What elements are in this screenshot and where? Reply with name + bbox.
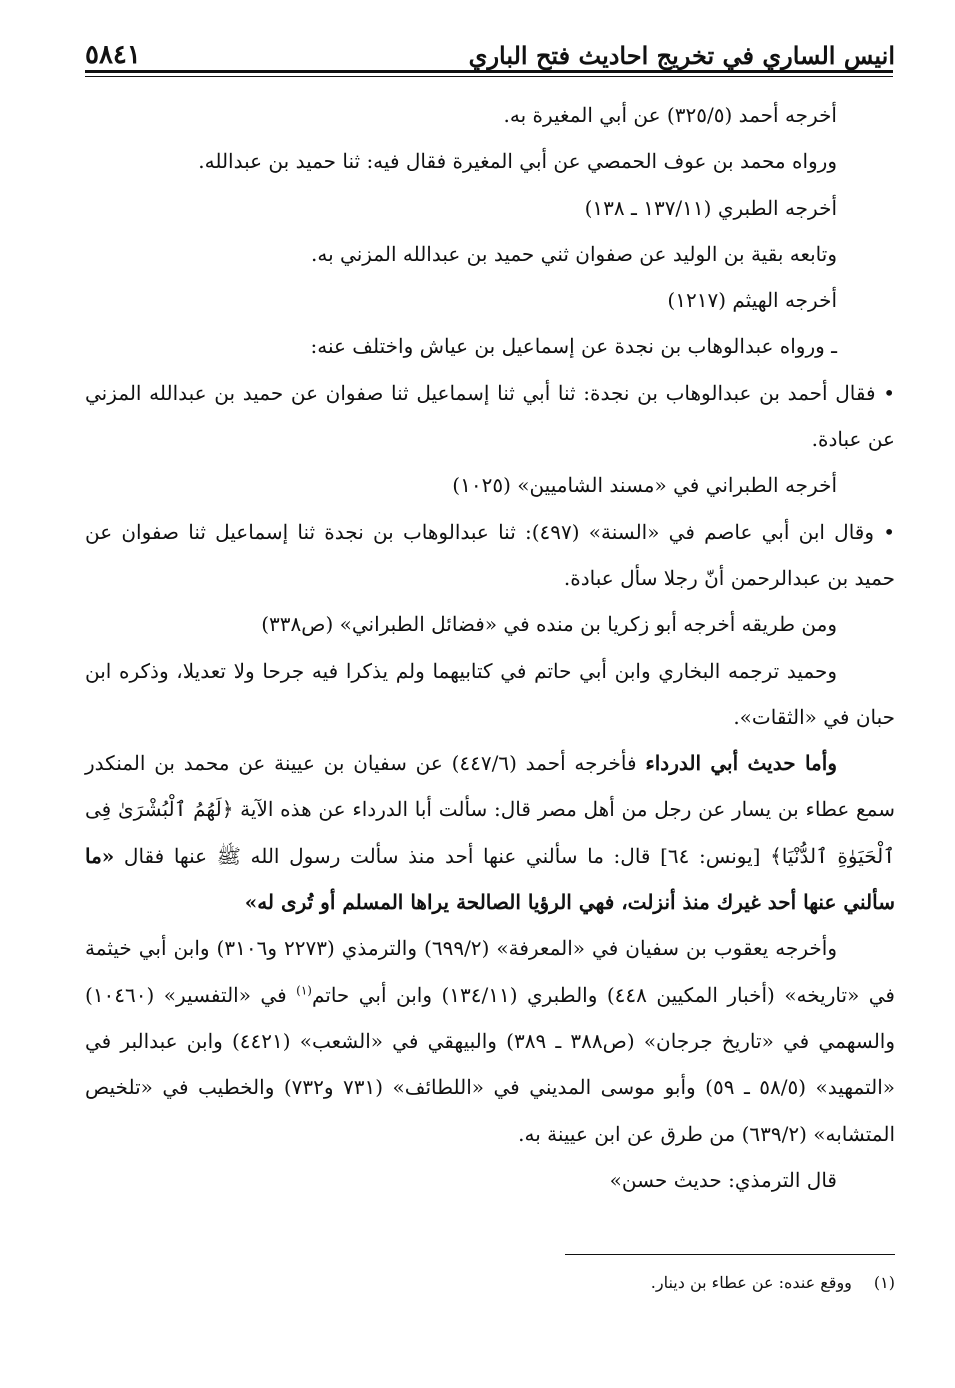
paragraph: وتابعه بقية بن الوليد عن صفوان ثني حميد بن عبدالله المزني به. [311, 241, 837, 266]
paragraph: • وقال ابن أبي عاصم في «السنة» (٤٩٧): ثنا عبدالوهاب بن نجدة ثنا إسماعيل ثنا صفوان عن حميد بن عبدالرحمن أنّ رجلا سأل عبادة. [85, 519, 896, 590]
footnote [85, 1270, 895, 1296]
paragraph: ورواه محمد بن عوف الحمصي عن أبي المغيرة فقال فيه: ثنا حميد بن عبدالله. [198, 149, 837, 174]
paragraph [85, 925, 895, 1156]
footnote-rule [565, 1254, 895, 1255]
paragraph: أخرجه الهيثم (١٢١٧) [667, 288, 837, 313]
bold-phrase: وأما حديث أبي الدرداء [645, 751, 837, 776]
paragraph: أخرجه الطبري (١٣٧/١١ ـ ١٣٨) [584, 195, 837, 220]
paragraph: وحميد ترجمه البخاري وابن أبي حاتم في كتابيهما ولم يذكرا فيه جرحا ولا تعديلا، وذكره ابن حبان في «الثقات». [85, 658, 895, 729]
text-run: وأخرجه يعقوب بن سفيان في «المعرفة» (٦٩٩/٢) والترمذي (٢٢٧٣ و٣١٠٦) وابن أبي خيثمة في «تاريخه» (أخبار المكيين ٤٤٨) والطبري (١٣٤/١١) وابن أبي حاتم [85, 936, 895, 1007]
text-run: في «التفسير» (١٠٤٦٠) والسهمي في «تاريخ جرجان» (ص٣٨٨ ـ ٣٨٩) والبيهقي في «الشعب» (٤٤٢١) وابن عبدالبر في «التمهيد» (٥٨/٥ ـ ٥٩) وأبو موسى المديني في «اللطائف» (٧٣١ و٧٣٢) والخطيب في «تلخيص المتشابه» (٦٣٩/٢) من طرق عن ابن عيينة به. [85, 982, 896, 1146]
text-run: فأخرجه أحمد (٤٤٧/٦) عن سفيان بن عيينة عن محمد بن المنكدر سمع عطاء بن يسار عن رجل من أهل مصر قال: سألت أبا الدرداء عن هذه الآية ﴿لَهُمُ ٱلْبُشْرَىٰ فِى ٱلْحَيَوٰةِ ٱلدُّنْيَا﴾ [يونس: ٦٤] قال: ما سألني عنها أحد منذ سألت رسول الله ﷺ عنها فقال [85, 751, 895, 868]
footnote-marker: (١) [296, 982, 312, 997]
paragraph [85, 740, 895, 925]
header-rule-thin [85, 76, 893, 77]
header-rule-thick [85, 70, 893, 73]
paragraph: أخرجه الطبراني في «مسند الشاميين» (١٠٢٥) [452, 473, 837, 498]
running-header [85, 28, 895, 70]
main-text [85, 92, 895, 1203]
paragraph: قال الترمذي: حديث حسن» [609, 1167, 837, 1192]
footnote-number: (١) [873, 1273, 895, 1292]
running-title: انيس الساري في تخريج احاديث فتح الباري [468, 41, 895, 70]
bold-hadith-text: «ما سألني عنها أحد غيرك منذ أنزلت، فهي الرؤيا الصالحة يراها المسلم أو تُرى له» [85, 843, 895, 915]
page-number: ٥٨٤١ [85, 40, 141, 70]
paragraph: أخرجه أحمد (٣٢٥/٥) عن أبي المغيرة به. [503, 103, 837, 127]
footnote-text: ووقع عنده: عن عطاء بن دينار. [650, 1273, 852, 1292]
paragraph: • فقال أحمد بن عبدالوهاب بن نجدة: ثنا أبي ثنا إسماعيل ثنا صفوان عن حميد بن عبدالله المزني عن عبادة. [85, 380, 895, 452]
paragraph: ـ ورواه عبدالوهاب بن نجدة عن إسماعيل بن عياش واختلف عنه: [310, 334, 837, 359]
paragraph: ومن طريقه أخرجه أبو زكريا بن منده في «فضائل الطبراني» (ص٣٣٨) [261, 612, 837, 637]
